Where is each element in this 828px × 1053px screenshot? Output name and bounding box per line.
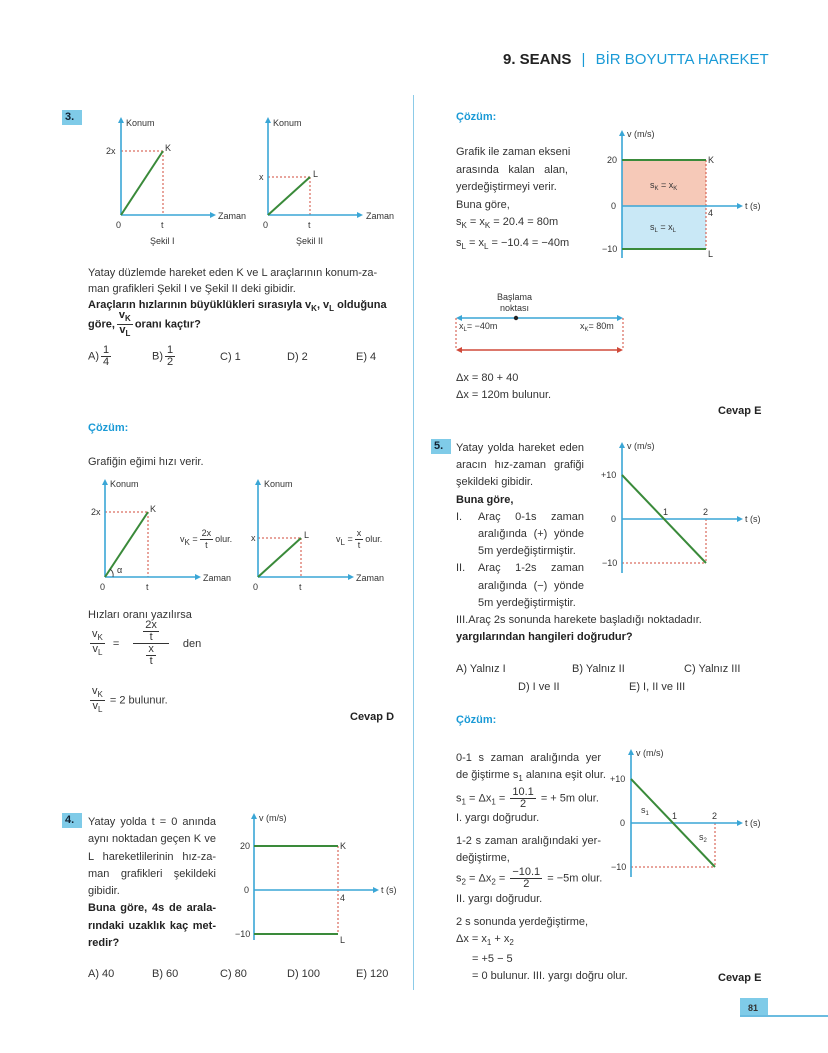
option-c[interactable]: C) Yalnız III: [684, 663, 741, 675]
page-number: 81: [748, 1003, 759, 1013]
text-fragment: $v_K$: [118, 309, 131, 323]
text-fragment: = −5m olur.: [547, 872, 603, 885]
text-fragment: [143, 620, 159, 643]
question-number: 5.: [431, 439, 451, 454]
displacement-diagram: [456, 292, 623, 353]
text-fragment: t: [149, 655, 153, 667]
text-fragment: L: [461, 241, 466, 251]
text-fragment: olduğuna: [334, 299, 387, 311]
text-fragment: $s_K = x_K = 20.4 = 80m$: [456, 216, 559, 230]
text-fragment: 0-1 s zaman aralığında yer: [456, 752, 601, 764]
graph-label: Zaman: [366, 211, 395, 221]
text-fragment: yerdeğiştirmeyi verir.: [456, 181, 557, 193]
text-fragment: $v_L$: [119, 324, 131, 338]
text-fragment: L: [97, 705, 103, 714]
question-text: man grafikleri Şekil I ve Şekil II deki gibidir.: [88, 283, 296, 295]
ratio-formula: [88, 620, 201, 667]
text-fragment: L: [329, 304, 335, 313]
text-fragment: = x: [466, 216, 485, 228]
text-fragment: 1: [491, 797, 496, 807]
graph-label: L: [654, 228, 658, 234]
position-line-k: [121, 151, 163, 215]
graph-label: 0: [611, 201, 617, 211]
graph-label: Konum: [273, 118, 302, 128]
text-fragment: 2 s sonunda yerdeğiştirme,: [456, 915, 589, 928]
option-b[interactable]: B) 60: [152, 968, 179, 980]
graph-label: +10: [610, 774, 626, 784]
text-fragment: = Δx: [465, 872, 492, 885]
graph-label: K: [584, 327, 589, 333]
text-fragment: K: [125, 314, 131, 323]
ratio-result: [88, 686, 168, 715]
graph-label: 0: [100, 582, 106, 592]
graph-label: v (m/s): [259, 813, 287, 823]
text-fragment: , v: [316, 299, 330, 311]
text-fragment: 5m yerdeğiştirmiştir.: [478, 596, 576, 609]
text-fragment: de ğiştirme s: [456, 769, 519, 781]
text-fragment: [90, 629, 105, 658]
graph-label: x: [251, 533, 256, 543]
vl-formula: $v_L$ = $\frac{x}{t}$ olur.: [336, 528, 383, 550]
text-fragment: =: [192, 533, 198, 544]
text-fragment: aralığında (+) yönde: [478, 528, 584, 541]
graph-label: v (m/s): [627, 129, 655, 139]
graph-label: 1: [645, 811, 649, 817]
text-fragment: Grafik ile zaman ekseni: [456, 146, 571, 158]
graph-label: K: [150, 504, 157, 514]
graph-label: 1: [672, 811, 678, 821]
solution-text: Δx = 80 + 40: [456, 372, 519, 384]
text-fragment: [478, 509, 584, 561]
graph-label: 0: [620, 818, 626, 828]
session-label: 9. SEANS: [503, 51, 572, 68]
text-fragment: = 2 bulunur.: [109, 694, 168, 707]
text-fragment: redir?: [88, 937, 120, 950]
text-fragment: K: [184, 537, 190, 547]
option-e[interactable]: E) 4: [356, 351, 377, 363]
graph-label: +10: [601, 470, 617, 480]
text-fragment: 1: [486, 937, 492, 947]
q4-velocity-graph: [235, 813, 397, 945]
text-fragment: L: [125, 329, 131, 338]
graph-label: t (s): [745, 514, 761, 524]
text-fragment: [510, 867, 542, 890]
graph-label: K: [673, 186, 678, 192]
text-fragment: K: [461, 221, 467, 230]
text-fragment: 10.1: [512, 786, 534, 798]
q3-figure-1: [106, 117, 246, 246]
q5-velocity-graph: [601, 441, 761, 573]
text-fragment: 5m yerdeğiştirmiştir.: [478, 545, 576, 558]
graph-mark: [265, 117, 363, 218]
option-c[interactable]: C) 80: [220, 968, 247, 980]
graph-label: L: [708, 249, 714, 259]
graph-mark: [105, 512, 148, 577]
text-fragment: −10.1: [512, 866, 541, 879]
graph-label: x: [259, 172, 264, 182]
graph-label: noktası: [500, 303, 530, 313]
text-fragment: [133, 620, 169, 644]
text-fragment: man grafikleri şekildeki: [88, 867, 216, 880]
text-fragment: gibidir.: [88, 885, 120, 898]
question-prompt: [88, 310, 201, 339]
graph-label: t (s): [745, 201, 761, 211]
graph-mark: [268, 121, 359, 215]
text-fragment: II. yargı doğrudur.: [456, 892, 543, 905]
text-fragment: = −10.4 = −40m: [488, 236, 570, 249]
tick-label: 2x: [106, 146, 116, 156]
text-fragment: [133, 620, 169, 667]
graph-label: = x: [657, 222, 673, 232]
graph-label: Başlama: [497, 292, 533, 302]
text-fragment: II.: [456, 562, 466, 575]
text-fragment: [355, 528, 364, 551]
text-fragment: [117, 310, 133, 339]
q4-solution-graph: [602, 129, 761, 259]
text-fragment: Buna göre,: [456, 493, 514, 506]
option-b[interactable]: B) Yalnız II: [572, 663, 625, 675]
point-label: K: [165, 143, 172, 153]
graph-label: $x_K= 80m$: [580, 321, 614, 333]
graph-label: L: [304, 530, 310, 540]
text-fragment: t: [149, 631, 153, 643]
question-text: Yatay düzlemde hareket eden K ve L araçlarının konum-za-: [88, 267, 378, 279]
solution-text: Grafiğin eğimi hızı verir.: [88, 456, 204, 468]
text-fragment: [456, 509, 584, 561]
text-fragment: B): [152, 350, 163, 363]
answer-label: Cevap E: [718, 972, 762, 984]
text-fragment: K: [97, 690, 103, 699]
graph-mark: [258, 538, 301, 577]
text-fragment: 1: [461, 797, 466, 807]
text-fragment: Araç 2s sonunda harekete başladığı noktadadır.: [468, 614, 702, 627]
graph-label: $s_K = x_K$: [650, 180, 678, 192]
tick-label: t: [161, 220, 164, 230]
text-fragment: Yatay yolda t = 0 anında: [88, 816, 216, 828]
text-fragment: yargılarından hangileri doğrudur?: [456, 631, 633, 644]
graph-label: K: [340, 841, 347, 851]
text-fragment: 1-2 s zaman aralığındaki yer-: [456, 835, 601, 848]
option-e[interactable]: E) I, II ve III: [629, 681, 686, 693]
text-fragment: I.: [456, 510, 463, 523]
graph-label: K: [654, 186, 659, 192]
graph-label: Şekil II: [296, 236, 324, 246]
graph-label: 20: [607, 155, 618, 165]
text-fragment: den: [182, 637, 202, 650]
text-fragment: $s_2 = \Delta x_2$ = $\frac{-10.1}{2}$ = −5m olur.: [456, 866, 603, 891]
graph-mark: [251, 813, 379, 893]
graph-label: 2: [712, 811, 718, 821]
graph-label: 2x: [91, 507, 101, 517]
solution-title: Çözüm:: [456, 111, 497, 123]
q5-solution-graph: [610, 748, 761, 877]
text-fragment: = + 5m olur.: [540, 792, 599, 805]
text-fragment: t: [205, 540, 208, 550]
topic-title: BİR BOYUTTA HAREKET: [595, 51, 769, 68]
text-fragment: 2: [519, 798, 527, 810]
text-fragment: $v_L$: [92, 700, 103, 714]
option-d[interactable]: D) I ve II: [518, 681, 560, 693]
text-fragment: 1: [167, 344, 174, 356]
solution-text: Δx = 120m bulunur.: [456, 389, 552, 401]
graph-label: 0: [253, 582, 259, 592]
graph-label: 20: [240, 841, 251, 851]
text-fragment: aynı noktadan geçen K ve: [88, 833, 216, 846]
solution-title: Çözüm:: [88, 422, 129, 434]
text-fragment: $s_1 = \Delta x_1$ = $\frac{10.1}{2}$ = + 5m olur.: [456, 786, 599, 810]
text-fragment: olur.: [365, 533, 383, 544]
text-fragment: [146, 644, 156, 667]
solution-text: Hızları oranı yazılırsa: [88, 609, 192, 621]
graph-mark: [118, 117, 216, 218]
text-fragment: alanına eşit olur.: [522, 769, 606, 781]
text-fragment: =: [347, 533, 353, 544]
graph-label: = 80m: [588, 321, 614, 331]
graph-label: Konum: [264, 479, 293, 489]
text-fragment: [101, 345, 111, 368]
graph-label: = −40m: [466, 321, 498, 331]
text-fragment: şekildeki gibidir.: [456, 476, 534, 489]
figure-caption: Şekil I: [150, 236, 175, 246]
answer-label: Cevap D: [350, 711, 395, 723]
text-fragment: Buna göre,: [456, 198, 510, 211]
graph-label: $s_2$: [699, 832, 707, 844]
option-a[interactable]: [88, 345, 113, 368]
text-fragment: I. yargı doğrudur.: [456, 812, 540, 825]
graph-label: $s_1$: [641, 805, 649, 817]
text-fragment: t: [357, 540, 361, 550]
text-fragment: 2: [461, 877, 466, 887]
text-fragment: x: [148, 643, 154, 655]
text-fragment: $v_K$: [92, 685, 103, 699]
q3-figure-2: [259, 117, 394, 246]
graph-label: Zaman: [203, 573, 232, 583]
text-fragment: değiştirme,: [456, 852, 510, 865]
text-fragment: K: [484, 221, 491, 230]
graph-mark: [619, 442, 743, 522]
text-fragment: = +5 − 5: [472, 952, 513, 965]
graph-label: $x_L= -40m$: [459, 321, 498, 333]
option-c[interactable]: C) 1: [220, 351, 241, 363]
graph-mark: [254, 817, 375, 940]
text-fragment: A): [88, 350, 99, 363]
option-a[interactable]: A) Yalnız I: [456, 663, 506, 675]
graph-label: 0: [244, 885, 250, 895]
text-fragment: [165, 345, 175, 368]
text-fragment: 4: [103, 356, 110, 368]
q5-solution-text: [456, 750, 628, 985]
answer-label: Cevap E: [718, 405, 762, 417]
text-fragment: =: [112, 637, 120, 650]
text-fragment: göre,: [88, 318, 115, 331]
graph-label: K: [708, 155, 715, 165]
text-fragment: [200, 528, 214, 551]
graph-label: 4: [708, 208, 714, 218]
graph-label: −10: [611, 862, 627, 872]
graph-label: 4: [340, 893, 346, 903]
text-fragment: = 20.4 = 80m: [490, 216, 559, 228]
text-fragment: 2x: [145, 619, 157, 631]
graph-label: 2: [703, 507, 709, 517]
text-fragment: Δx = x: [456, 932, 487, 945]
text-fragment: = x: [465, 236, 484, 249]
text-fragment: L: [340, 537, 345, 547]
graph-label: 2: [703, 838, 707, 844]
graph-label: −10: [602, 244, 618, 254]
graph-label: 0: [263, 220, 269, 230]
text-fragment: [510, 787, 535, 810]
text-fragment: [456, 560, 584, 612]
start-point: [514, 316, 518, 320]
text-fragment: 2: [491, 877, 496, 887]
graph-mark: [622, 446, 739, 573]
text-fragment: = Δx: [465, 792, 492, 805]
text-fragment: aracın hız-zaman grafiği: [456, 459, 584, 472]
graph-label: t: [146, 582, 149, 592]
vk-formula: $v_K$ = $\frac{2x}{t}$ olur.: [180, 528, 233, 550]
text-fragment: 1: [103, 344, 110, 356]
graph-label: t (s): [745, 818, 761, 828]
text-fragment: [456, 931, 601, 951]
text-fragment: [144, 644, 158, 667]
text-fragment: Buna göre, 4s de arala-: [88, 902, 216, 915]
position-line-l: [268, 177, 310, 215]
text-fragment: + x: [491, 932, 510, 945]
text-fragment: L: [484, 241, 489, 251]
text-fragment: K: [97, 633, 103, 642]
graph-label: L: [313, 169, 319, 179]
graph-label: = x: [658, 180, 674, 190]
text-fragment: 2: [167, 356, 174, 368]
option-d[interactable]: D) 100: [287, 968, 321, 980]
graph-label: −10: [602, 558, 618, 568]
graph-label: t (s): [381, 885, 397, 895]
text-fragment: Araçların hızlarının büyüklükleri sırasıyla v: [88, 299, 312, 311]
q4-solution-text: [456, 144, 571, 255]
text-fragment: rındaki uzaklık kaç met-: [88, 919, 216, 932]
text-fragment: 2: [523, 878, 530, 891]
option-e[interactable]: E) 120: [356, 968, 389, 980]
text-fragment: [478, 560, 584, 612]
graph-label: v (m/s): [636, 748, 664, 758]
graph-mark: [121, 121, 212, 215]
tick-label: 0: [116, 220, 122, 230]
graph-label: −10: [235, 929, 251, 939]
graph-label: v (m/s): [627, 441, 655, 451]
text-fragment: 2x: [201, 528, 212, 538]
solution-title: Çözüm:: [456, 714, 497, 726]
text-fragment: $v_L$: [92, 643, 103, 657]
text-fragment: x: [356, 528, 362, 538]
text-fragment: Araç 0-1s zaman: [478, 510, 584, 523]
graph-label: L: [672, 228, 676, 234]
graph-label: 1: [663, 507, 669, 517]
graph-label: α: [117, 565, 123, 575]
graph-label: L: [340, 935, 346, 945]
text-fragment: oranı kaçtır?: [134, 318, 201, 331]
axis-label: Zaman: [218, 211, 247, 221]
text-fragment: $s_L = x_L = -10.4 = -40m$: [456, 236, 570, 251]
text-fragment: [90, 686, 105, 715]
text-fragment: K: [311, 304, 317, 313]
text-fragment: arasında kalan alan,: [456, 163, 568, 176]
q4-text: [88, 814, 216, 952]
option-a[interactable]: A) 40: [88, 968, 115, 980]
text-fragment: aralığında (−) yönde: [478, 579, 584, 592]
axis-label: Konum: [126, 118, 155, 128]
graph-label: Zaman: [356, 573, 385, 583]
graph-label: Konum: [110, 479, 139, 489]
graph-label: L: [463, 327, 467, 333]
text-fragment: olur.: [215, 533, 233, 544]
text-fragment: III.: [456, 614, 469, 627]
text-fragment: [456, 612, 702, 629]
header-separator: |: [581, 51, 586, 68]
text-fragment: 2: [509, 937, 514, 947]
graph-label: 0: [611, 514, 617, 524]
text-fragment: $v_K$: [92, 628, 103, 642]
option-d[interactable]: D) 2: [287, 351, 308, 363]
text-fragment: Yatay yolda hareket eden: [456, 442, 584, 454]
text-fragment: = 0 bulunur. III. yargı doğru olur.: [472, 969, 628, 982]
graph-label: t: [299, 582, 302, 592]
question-number: 3.: [62, 110, 82, 125]
question-number: 4.: [62, 813, 82, 828]
text-fragment: Araç 1-2s zaman: [478, 562, 584, 575]
graph-label: t: [308, 220, 311, 230]
text-fragment: L hareketlilerinin hız-za-: [88, 850, 216, 863]
graph-label: $s_L = x_L$: [650, 222, 676, 234]
text-fragment: 1: [518, 774, 523, 783]
option-b[interactable]: [152, 345, 177, 368]
text-fragment: L: [97, 648, 103, 657]
text-fragment: [456, 767, 606, 787]
